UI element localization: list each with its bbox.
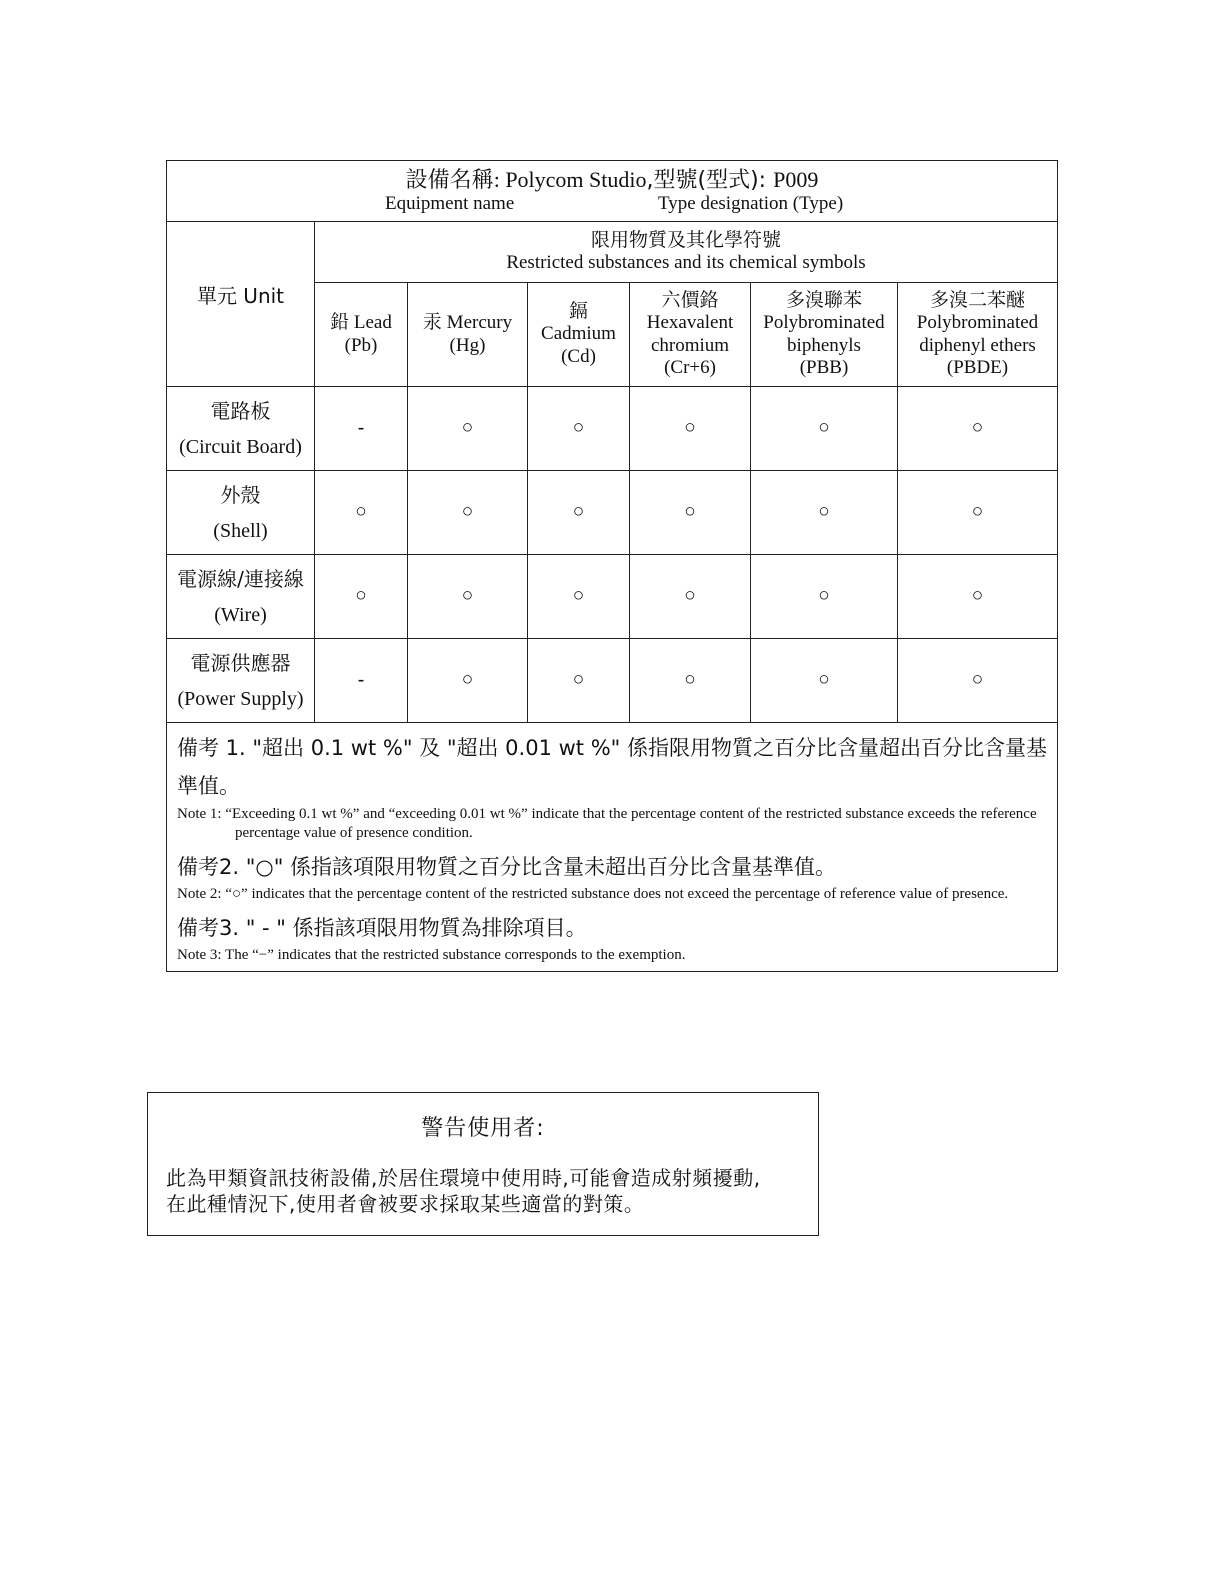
unit-en: (Wire) [214,603,267,626]
substance-zh: 六價鉻 [661,288,719,311]
unit-zh: 電源線/連接線 [177,566,304,591]
mark-cell: ○ [528,639,630,723]
unit-zh: 外殼 [220,482,261,507]
equipment-name-en: Equipment name [385,192,515,214]
mark-cell: ○ [898,639,1058,723]
substance-symbol: (PBDE) [946,357,1009,379]
unit-zh: 電路板 [210,398,271,423]
mark-cell: ○ [898,471,1058,555]
unit-label: 單元 Unit [196,284,285,308]
restricted-zh: 限用物質及其化學符號 [590,229,781,252]
unit-cell [167,639,315,723]
mark-cell: ○ [898,555,1058,639]
table-row [167,639,1058,723]
mark-cell: ○ [315,471,408,555]
substance-en: Cadmium [541,323,616,345]
unit-header [167,222,315,387]
substance-symbol: (Hg) [449,335,486,356]
mark-cell: ○ [528,471,630,555]
note1-en: Note 1: “Exceeding 0.1 wt %” and “exceeding 0.01 wt %” indicate that the percentage content of the restricted substance exceeds the reference percentage value of presence condition. [177,806,1037,841]
substance-symbol: (PBB) [799,357,849,379]
warning-line-1: 此為甲類資訊技術設備,於居住環境中使用時,可能會造成射頻擾動, [166,1166,761,1190]
substance-en-line2: chromium [650,334,730,356]
type-zh: 型號(型式) [653,167,759,193]
mark-cell: ○ [408,639,528,723]
note2-zh: 備考2. "○" 係指該項限用物質之百分比含量未超出百分比含量基準值。 [177,855,837,879]
substance-symbol: (Cr+6) [664,357,716,379]
mark-cell: ○ [630,555,751,639]
substance-en-line1: Polybrominated [916,311,1039,333]
substance-symbol: (Pb) [344,335,378,356]
title-comma: , [646,167,654,193]
mark-cell: ○ [751,471,898,555]
mark-cell: - [315,387,408,471]
substance-zh: 多溴聯苯 [785,288,862,311]
mark-cell: ○ [528,387,630,471]
mark-cell: - [315,639,408,723]
mark-cell: ○ [315,555,408,639]
note1-zh: 備考 1. "超出 0.1 wt %" 及 "超出 0.01 wt %" 係指限用物質之百分比含量超出百分比含量基準值。 [177,736,1047,798]
unit-en: (Shell) [213,519,268,542]
substance-en-line1: Polybrominated [763,311,885,333]
substance-en-line2: biphenyls [787,334,861,356]
table-row [167,471,1058,555]
substance-header-pbb [751,283,898,387]
equipment-value: Polycom Studio [505,166,647,192]
substance-header-lead [315,283,408,387]
note3-en: Note 3: The “−” indicates that the restricted substance corresponds to the exemption. [177,947,686,963]
type-designation-en: Type designation (Type) [658,192,844,214]
substance-header-pbde [898,283,1058,387]
restricted-substances-header [315,222,1058,283]
restricted-en: Restricted substances and its chemical symbols [506,252,866,273]
table-row [167,555,1058,639]
table-title [167,161,1058,222]
rohs-substance-table [166,160,1058,972]
unit-zh: 電源供應器 [190,650,291,675]
substance-zh: 鎘 [568,300,588,323]
mark-cell: ○ [751,555,898,639]
table-row [167,387,1058,471]
substance-en: Lead [353,312,392,334]
unit-cell [167,471,315,555]
unit-en: (Power Supply) [177,687,304,710]
substance-zh: 多溴二苯醚 [929,288,1025,311]
type-value: P009 [773,166,819,192]
notes-section [167,723,1058,972]
mark-cell: ○ [630,471,751,555]
mark-cell: ○ [408,471,528,555]
substance-en-line2: diphenyl ethers [919,334,1036,356]
substance-symbol: (Cd) [561,345,596,367]
warning-line-2: 在此種情況下,使用者會被要求採取某些適當的對策。 [166,1192,645,1216]
equipment-name-zh: 設備名稱 [405,167,494,193]
mark-cell: ○ [630,639,751,723]
mark-cell: ○ [751,387,898,471]
mark-cell: ○ [528,555,630,639]
unit-cell [167,387,315,471]
note2-en: Note 2: “○” indicates that the percentage content of the restricted substance does not exceed the percentage of reference value of presence. [177,886,1009,902]
substance-en-line1: Hexavalent [646,311,734,333]
mark-cell: ○ [408,555,528,639]
mark-cell: ○ [630,387,751,471]
substance-zh: 汞 [422,311,442,334]
note3-zh: 備考3. " - " 係指該項限用物質為排除項目。 [177,916,587,940]
substance-header-cadmium [528,283,630,387]
unit-cell [167,555,315,639]
mark-cell: ○ [408,387,528,471]
warning-box [147,1092,819,1236]
mark-cell: ○ [751,639,898,723]
substance-zh: 鉛 [330,311,350,334]
title-separator-2: : [758,167,774,193]
warning-title: 警告使用者: [421,1116,545,1141]
mark-cell: ○ [898,387,1058,471]
warning-body [166,1165,806,1217]
title-separator-1: : [493,166,506,192]
unit-en: (Circuit Board) [179,435,302,458]
substance-en: Mercury [446,312,513,334]
substance-header-chromium [630,283,751,387]
substance-header-mercury [408,283,528,387]
